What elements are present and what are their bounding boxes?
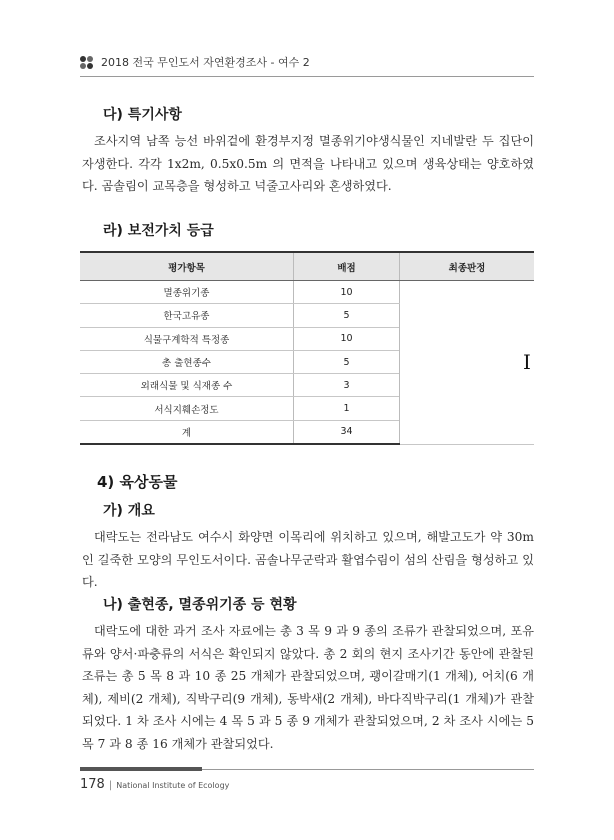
item-cell: 한국고유종 [80, 304, 294, 327]
status-paragraph: 대락도에 대한 과거 조사 자료에는 총 3 목 9 과 9 종의 조류가 관찰되었으며, 포유류와 양서·파충류의 서식은 확인되지 않았다. 총 2 회의 현지 조사기간 동안에 관찰된 조류는 총 5 목 8 과 10 종 25 개체가 관찰되었으며, 괭이갈매기(1 개체), 어치(6 개체), 제비(2 개체), 직박구리(9 개체), 동박새(2 개체), 바다직박구리(1 개체)가 관찰되었다. 1 차 조사 시에는 4 목 5 과 5 종 9 개체가 관찰되었으며, 2 차 조사 시에는 5 목 7 과 8 종 16 개체가 관찰되었다. [82, 624, 534, 751]
section-heading-special: 다) 특기사항 [103, 107, 182, 123]
item-cell: 계 [80, 420, 294, 444]
header-title: 2018 전국 무인도서 자연환경조사 - 여수 2 [101, 56, 310, 69]
score-cell: 10 [294, 327, 400, 350]
score-cell: 1 [294, 397, 400, 420]
four-dots-logo-icon [80, 56, 93, 69]
score-cell: 5 [294, 350, 400, 373]
score-cell: 5 [294, 304, 400, 327]
score-cell: 34 [294, 420, 400, 444]
organization-name: National Institute of Ecology [116, 781, 230, 790]
subsection-heading-status: 나) 출현종, 멸종위기종 등 현황 [103, 597, 297, 613]
final-grade-value: Ⅰ [523, 350, 531, 375]
footer-accent-bar [80, 767, 202, 771]
table-header-row [80, 252, 534, 281]
conservation-grade-table [80, 251, 534, 445]
page-number: 178 [80, 777, 105, 792]
score-cell: 10 [294, 281, 400, 304]
item-cell: 총 출현종수 [80, 350, 294, 373]
column-header-final: 최종판정 [400, 252, 535, 281]
item-cell: 멸종위기종 [80, 281, 294, 304]
item-cell: 서식지훼손정도 [80, 397, 294, 420]
footer-separator: | [108, 780, 113, 791]
item-cell: 외래식물 및 식재종 수 [80, 374, 294, 397]
section-heading-grade: 라) 보전가치 등급 [103, 223, 214, 239]
running-footer [80, 777, 229, 792]
header-divider [80, 76, 534, 77]
score-cell: 3 [294, 374, 400, 397]
subsection-heading-overview: 가) 개요 [103, 503, 155, 519]
item-cell: 식물구계학적 특정종 [80, 327, 294, 350]
running-header [80, 53, 310, 71]
column-header-score: 배점 [294, 252, 400, 281]
special-paragraph: 조사지역 남쪽 능선 바위겉에 환경부지정 멸종위기야생식물인 지네발란 두 집단이 자생한다. 각각 1x2m, 0.5x0.5m 의 면적을 나타내고 있으며 생육상태는 양호하였다. 곰솔림이 교목층을 형성하고 넉줄고사리와 혼생하였다. [82, 134, 534, 193]
final-grade-cell [400, 281, 535, 445]
overview-paragraph: 대락도는 전라남도 여수시 화양면 이목리에 위치하고 있으며, 해발고도가 약 30m 인 길죽한 모양의 무인도서이다. 곰솔나무군락과 활엽수림이 섬의 산림을 형성하고 있다. [82, 530, 534, 589]
column-header-item: 평가항목 [80, 252, 294, 281]
table-row [80, 281, 534, 304]
section-heading-animals: 4) 육상동물 [97, 473, 178, 491]
